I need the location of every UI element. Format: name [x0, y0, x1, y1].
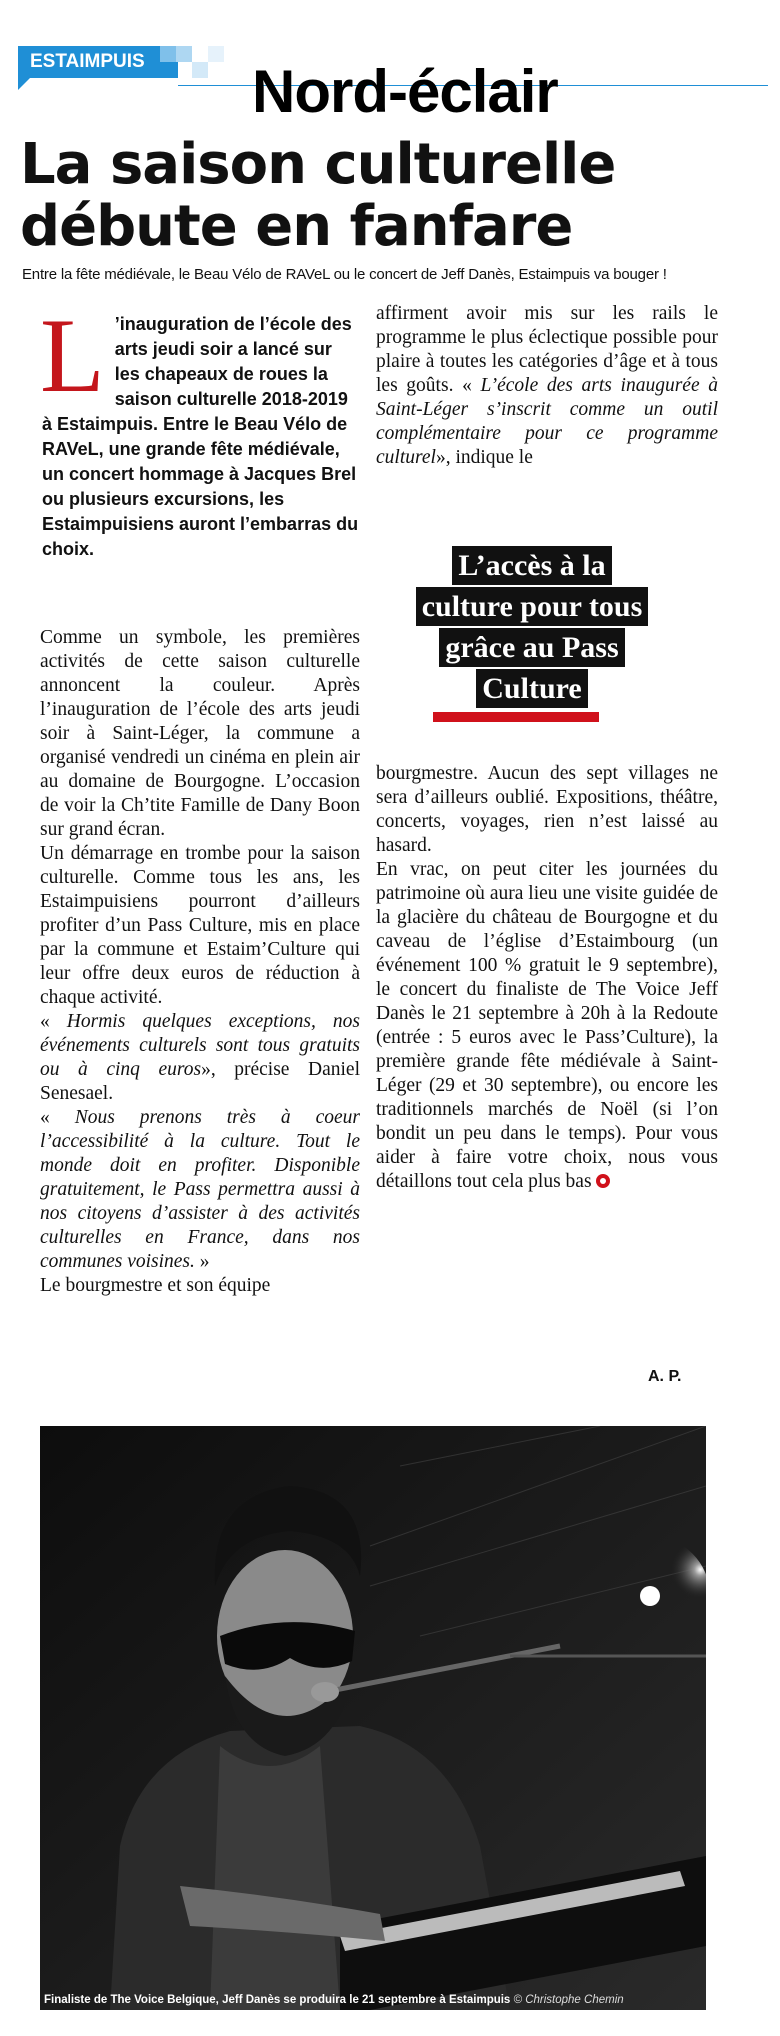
drop-cap: L	[40, 297, 105, 414]
photo-credit: © Christophe Chemin	[513, 1994, 624, 2006]
photo-caption	[44, 1994, 624, 2006]
quote-close: »	[194, 1251, 210, 1272]
pull-quote-bar	[433, 712, 599, 722]
pull-quote-line: grâce au Pass	[439, 628, 624, 667]
text: affirment avoir mis sur les rails le programme le plus éclectique possible pour plaire à toutes les catégories d’âge et à tous les goûts. «	[376, 303, 718, 396]
paragraph: Un démarrage en trombe pour la saison culturelle. Comme tous les ans, les Estaimpuisiens pourront d’ailleurs profiter d’un Pass Culture, mis en place par la commune et Estaim’Culture qui leur offre deux euros de réduction à chaque activité.	[40, 843, 360, 1008]
paragraph-quote	[40, 1106, 360, 1274]
article-column-1	[40, 626, 360, 1298]
article-column-2-top	[376, 302, 718, 470]
lede-text: ’inauguration de l’école des arts jeudi soir a lancé sur les chapeaux de roues la saison culturelle 2018-2019 à Estaimpuis. Entre le Beau Vélo de RAVeL, une grande fête médiévale, un concert hommage à Jacques Brel ou plusieurs excursions, les Estaimpuisiens auront l’embarras du choix.	[42, 314, 359, 559]
text: En vrac, on peut citer les journées du patrimoine où aura lieu une visite guidée de la glacière du château de Bourgogne et du caveau de l’église d’Estaimbourg (un événement 100 % gratuit le 9 septembre), le concert du finaliste de The Voice Jeff Danès le 21 septembre à 20h à la Redoute (entrée : 5 euros avec le Pass’Culture), la première grande fête médiévale à Saint-Léger (29 et 30 septembre), ou encore les traditionnels marchés de Noël (si l’on bondit un peu dans le temps). Pour vous aider à faire votre choix, nous vous détaillons tout cela plus bas	[376, 859, 718, 1192]
paragraph: Le bourgmestre et son équipe	[40, 1275, 271, 1296]
caption-text: Finaliste de The Voice Belgique, Jeff Danès se produira le 21 septembre à Estaimpuis	[44, 1994, 511, 2006]
lede-paragraph	[40, 297, 360, 562]
pull-quote-line: L’accès à la	[452, 546, 611, 585]
paragraph	[376, 302, 718, 470]
pull-quote-line: Culture	[476, 669, 587, 708]
paragraph	[376, 858, 718, 1194]
paragraph-quote	[40, 1010, 360, 1106]
quote-attribution: », indique le	[435, 447, 533, 468]
tag-square-2	[176, 46, 192, 62]
article-column-2-bottom	[376, 762, 718, 1194]
author-signature: A. P.	[648, 1368, 682, 1385]
tag-square-3	[192, 62, 208, 78]
quote-attribution: », précise Daniel Senesael.	[40, 1059, 360, 1104]
paragraph: Comme un symbole, les premières activités de cette saison culturelle annoncent la couleur. Après l’inauguration de l’école des arts jeudi soir à Saint-Léger, la commune a organisé vendredi un cinéma en plein air au domaine de Bourgogne. L’occasion de voir la Ch’tite Famille de Dany Boon sur grand écran.	[40, 627, 360, 840]
article-photo	[40, 1426, 706, 2010]
paragraph: bourgmestre. Aucun des sept villages ne sera d’ailleurs oublié. Expositions, théâtre, concerts, voyages, rien n’est laissé au hasard.	[376, 763, 718, 856]
photo-illustration	[40, 1426, 706, 2010]
tag-square-1	[160, 46, 176, 62]
quote-text: L’école des arts inaugurée à Saint-Léger s’inscrit comme un outil complémentaire pour ce programme culturel	[376, 375, 719, 468]
section-tag-tail	[18, 78, 30, 90]
quote-text: Hormis quelques exceptions, nos événements culturels sont tous gratuits ou à cinq euros	[40, 1011, 360, 1080]
headline-line-1: La saison culturelle	[20, 132, 616, 197]
headline-line-2: débute en fanfare	[20, 194, 573, 259]
subtitle: Entre la fête médiévale, le Beau Vélo de RAVeL ou le concert de Jeff Danès, Estaimpuis va bouger !	[22, 266, 667, 283]
quote-open: «	[40, 1107, 75, 1128]
headline	[20, 134, 760, 258]
end-mark-icon	[596, 1174, 610, 1188]
newspaper-brand: Nord-éclair	[252, 58, 558, 125]
tag-square-4	[208, 46, 224, 62]
quote-open: «	[40, 1011, 67, 1032]
pull-quote-line: culture pour tous	[416, 587, 649, 626]
section-tag: ESTAIMPUIS	[18, 46, 178, 78]
pull-quote	[382, 545, 682, 709]
quote-text: Nous prenons très à coeur l’accessibilité à la culture. Tout le monde doit en profiter. Disponible gratuitement, le Pass permettra aussi à nos citoyens d’assister à des activités culturelles en France, dans nos communes voisines.	[40, 1107, 361, 1272]
